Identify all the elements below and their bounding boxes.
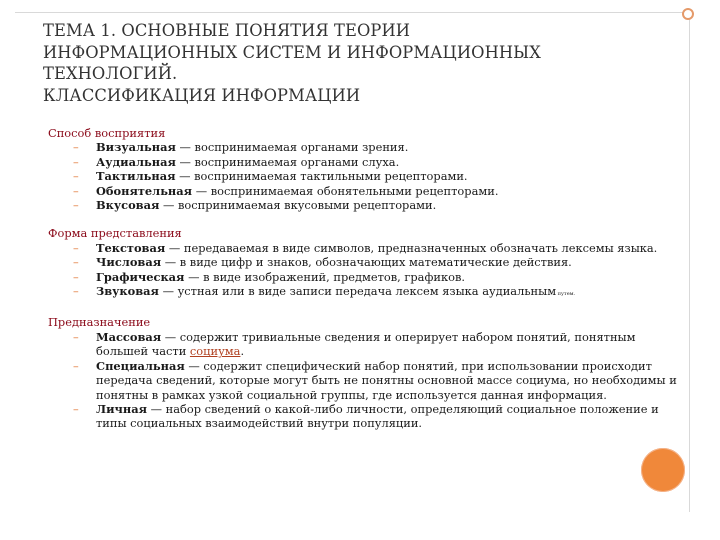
list-item xyxy=(48,198,678,212)
list-item xyxy=(48,402,678,431)
item-list xyxy=(48,241,678,302)
dash-bullet: – xyxy=(73,198,79,213)
section-heading: Способ восприятия xyxy=(48,126,166,140)
item-tail: путем. xyxy=(556,291,576,298)
item-text: — воспринимаемая органами зрения. xyxy=(175,140,409,155)
item-term: Обонятельная xyxy=(96,183,193,198)
dash-bullet: – xyxy=(73,284,79,299)
item-term: Массовая xyxy=(96,329,162,344)
title-line: ИНФОРМАЦИОННЫХ СИСТЕМ И ИНФОРМАЦИОННЫХ xyxy=(43,42,541,62)
dash-bullet: – xyxy=(73,140,79,155)
list-item xyxy=(48,241,678,255)
section-representation xyxy=(48,226,678,301)
slide-content xyxy=(48,126,678,445)
item-text-after: . xyxy=(240,344,245,359)
item-term: Вкусовая xyxy=(96,198,160,213)
dash-bullet: – xyxy=(73,401,79,416)
list-item xyxy=(48,270,678,284)
item-text: — воспринимаемая тактильными рецепторами. xyxy=(175,169,468,184)
dash-bullet: – xyxy=(73,269,79,284)
list-item xyxy=(48,330,678,359)
item-term: Специальная xyxy=(96,358,185,373)
list-item xyxy=(48,140,678,154)
item-text: — устная или в виде записи передача лексем языка аудиальным xyxy=(158,284,557,299)
item-text: — воспринимаемая обонятельными рецепторами. xyxy=(192,183,499,198)
dash-bullet: – xyxy=(73,255,79,270)
item-list xyxy=(48,330,678,431)
dash-bullet: – xyxy=(73,329,79,344)
socium-link[interactable]: социума xyxy=(189,344,241,359)
item-list xyxy=(48,140,678,212)
item-term: Личная xyxy=(96,401,147,416)
section-heading: Предназначение xyxy=(48,315,151,330)
section-purpose xyxy=(48,315,678,430)
list-item xyxy=(48,169,678,183)
item-term: Визуальная xyxy=(96,140,176,155)
item-term: Числовая xyxy=(96,255,162,270)
section-heading: Форма представления xyxy=(48,226,182,241)
slide-border-right xyxy=(689,12,690,512)
title-line: ТЕХНОЛОГИЙ. xyxy=(43,64,178,83)
title-line: ТЕМА 1. ОСНОВНЫЕ ПОНЯТИЯ ТЕОРИИ xyxy=(43,21,411,40)
item-term: Текстовая xyxy=(96,240,166,255)
item-text: — в виде цифр и знаков, обозначающих математические действия. xyxy=(161,255,572,270)
decorative-ring xyxy=(682,8,694,20)
item-term: Звуковая xyxy=(96,284,159,299)
list-item xyxy=(48,184,678,198)
list-item xyxy=(48,359,678,402)
dash-bullet: – xyxy=(73,358,79,373)
section-perception xyxy=(48,126,678,212)
slide-border-top xyxy=(15,12,689,13)
decorative-orange-circle xyxy=(641,448,685,492)
slide-title xyxy=(43,20,643,106)
dash-bullet: – xyxy=(73,240,79,255)
item-term: Аудиальная xyxy=(96,154,176,169)
item-text: — в виде изображений, предметов, графиков. xyxy=(184,269,465,284)
item-text: — воспринимаемая органами слуха. xyxy=(175,154,400,169)
item-term: Тактильная xyxy=(96,169,176,184)
list-item xyxy=(48,284,678,301)
item-text: — воспринимаемая вкусовыми рецепторами. xyxy=(159,198,437,213)
dash-bullet: – xyxy=(73,183,79,198)
dash-bullet: – xyxy=(73,154,79,169)
item-text: — содержит специфический набор понятий, при использовании происходит передача сведений, которые могут быть не понятны основной массе социума, но необходимы и понятны в рамках узкой социальной группы, где используется данная информация. xyxy=(96,358,677,402)
item-text: — передаваемая в виде символов, предназначенных обозначать лексемы языка. xyxy=(165,240,658,255)
item-text: — содержит тривиальные сведения и оперирует набором понятий, понятным большей части xyxy=(96,329,636,359)
item-term: Графическая xyxy=(96,269,185,284)
list-item xyxy=(48,155,678,169)
dash-bullet: – xyxy=(73,169,79,184)
item-text: — набор сведений о какой-либо личности, определяющий социальное положение и типы социальных взаимодействий внутри популяции. xyxy=(96,401,659,431)
title-line: КЛАССИФИКАЦИЯ ИНФОРМАЦИИ xyxy=(43,85,361,105)
list-item xyxy=(48,255,678,269)
